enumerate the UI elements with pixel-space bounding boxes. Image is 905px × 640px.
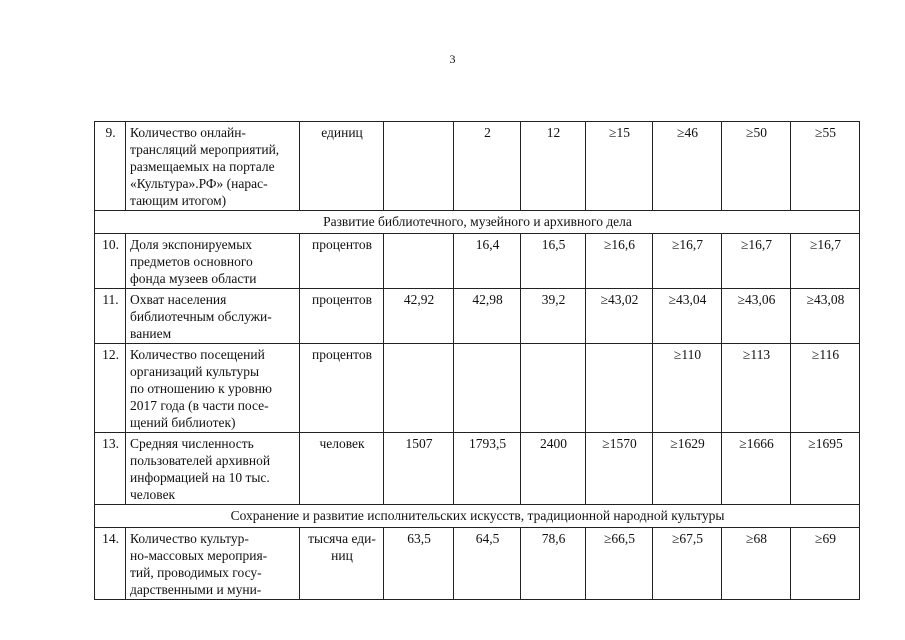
indicator-name: Количество посещений организаций культуры по отношению к уровню 2017 года (в части посе- щений библиотек) bbox=[126, 344, 300, 433]
value-cell bbox=[521, 344, 586, 433]
value-cell: ≥43,02 bbox=[586, 289, 653, 344]
table-row bbox=[95, 528, 860, 600]
row-number: 10. bbox=[95, 234, 126, 289]
value-cell: ≥16,7 bbox=[791, 234, 860, 289]
page-number: 3 bbox=[449, 52, 456, 66]
indicators-table bbox=[94, 121, 860, 600]
value-cell bbox=[454, 344, 521, 433]
value-cell: 16,5 bbox=[521, 234, 586, 289]
indicator-name: Количество онлайн- трансляций мероприятий, размещаемых на портале «Культура».РФ» (нарас- тающим итогом) bbox=[126, 122, 300, 211]
value-cell: ≥16,6 bbox=[586, 234, 653, 289]
value-cell bbox=[586, 344, 653, 433]
value-cell: ≥69 bbox=[791, 528, 860, 600]
table-row bbox=[95, 289, 860, 344]
value-cell: ≥43,08 bbox=[791, 289, 860, 344]
unit-cell: процентов bbox=[300, 289, 384, 344]
table-row bbox=[95, 234, 860, 289]
value-cell: ≥1570 bbox=[586, 433, 653, 505]
value-cell: 42,98 bbox=[454, 289, 521, 344]
unit-cell: процентов bbox=[300, 344, 384, 433]
value-cell: ≥1695 bbox=[791, 433, 860, 505]
section-heading: Развитие библиотечного, музейного и архивного дела bbox=[95, 211, 860, 234]
value-cell: 39,2 bbox=[521, 289, 586, 344]
value-cell: 78,6 bbox=[521, 528, 586, 600]
value-cell: ≥66,5 bbox=[586, 528, 653, 600]
value-cell: ≥68 bbox=[722, 528, 791, 600]
row-number: 9. bbox=[95, 122, 126, 211]
value-cell: 64,5 bbox=[454, 528, 521, 600]
section-row bbox=[95, 211, 860, 234]
unit-cell: тысяча еди- ниц bbox=[300, 528, 384, 600]
value-cell bbox=[384, 122, 454, 211]
table-row bbox=[95, 433, 860, 505]
value-cell: ≥50 bbox=[722, 122, 791, 211]
unit-cell: единиц bbox=[300, 122, 384, 211]
value-cell: ≥43,04 bbox=[653, 289, 722, 344]
indicator-name: Охват населения библиотечным обслужи- ванием bbox=[126, 289, 300, 344]
row-number: 11. bbox=[95, 289, 126, 344]
indicator-name: Количество культур- но-массовых мероприя- тий, проводимых госу- дарственными и муни- bbox=[126, 528, 300, 600]
value-cell: ≥43,06 bbox=[722, 289, 791, 344]
value-cell bbox=[384, 234, 454, 289]
row-number: 14. bbox=[95, 528, 126, 600]
table-row bbox=[95, 344, 860, 433]
value-cell: ≥1629 bbox=[653, 433, 722, 505]
row-number: 12. bbox=[95, 344, 126, 433]
section-row bbox=[95, 505, 860, 528]
unit-cell: человек bbox=[300, 433, 384, 505]
unit-cell: процентов bbox=[300, 234, 384, 289]
value-cell: ≥55 bbox=[791, 122, 860, 211]
value-cell: ≥67,5 bbox=[653, 528, 722, 600]
row-number: 13. bbox=[95, 433, 126, 505]
value-cell: ≥16,7 bbox=[722, 234, 791, 289]
table-row bbox=[95, 122, 860, 211]
value-cell: 2400 bbox=[521, 433, 586, 505]
value-cell: ≥15 bbox=[586, 122, 653, 211]
indicator-name: Доля экспонируемых предметов основного фонда музеев области bbox=[126, 234, 300, 289]
value-cell: ≥46 bbox=[653, 122, 722, 211]
value-cell bbox=[384, 344, 454, 433]
value-cell: ≥116 bbox=[791, 344, 860, 433]
value-cell: ≥1666 bbox=[722, 433, 791, 505]
value-cell: 2 bbox=[454, 122, 521, 211]
indicator-name: Средняя численность пользователей архивной информацией на 10 тыс. человек bbox=[126, 433, 300, 505]
value-cell: ≥16,7 bbox=[653, 234, 722, 289]
value-cell: 63,5 bbox=[384, 528, 454, 600]
section-heading: Сохранение и развитие исполнительских искусств, традиционной народной культуры bbox=[95, 505, 860, 528]
value-cell: 12 bbox=[521, 122, 586, 211]
value-cell: 1507 bbox=[384, 433, 454, 505]
value-cell: 16,4 bbox=[454, 234, 521, 289]
value-cell: ≥113 bbox=[722, 344, 791, 433]
value-cell: ≥110 bbox=[653, 344, 722, 433]
value-cell: 42,92 bbox=[384, 289, 454, 344]
value-cell: 1793,5 bbox=[454, 433, 521, 505]
